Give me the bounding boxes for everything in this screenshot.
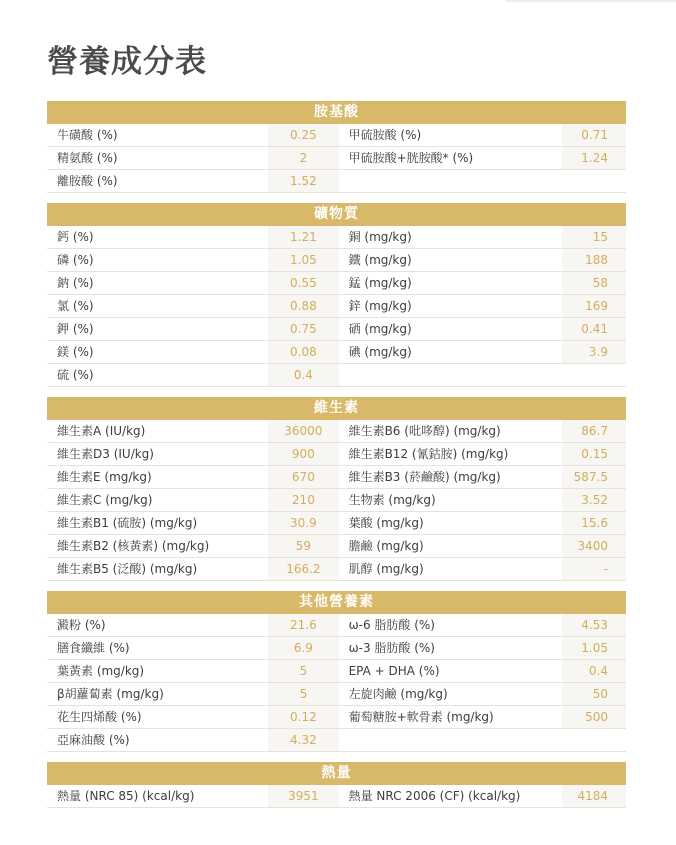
left-label: 熱量 (NRC 85) (kcal/kg) <box>57 789 195 803</box>
left-value: 21.6 <box>268 614 338 637</box>
left-value: 1.05 <box>268 249 338 272</box>
section-header: 礦物質 <box>47 203 626 226</box>
left-label: 鈉 (%) <box>57 276 94 290</box>
table-row <box>47 318 626 341</box>
left-label: 維生素C (mg/kg) <box>57 493 153 507</box>
right-value: 15.6 <box>562 512 626 535</box>
left-label: β胡蘿蔔素 (mg/kg) <box>57 687 164 701</box>
right-value: 587.5 <box>562 466 626 489</box>
right-value: 0.4 <box>562 660 626 683</box>
left-label: 維生素B2 (核黃素) (mg/kg) <box>57 539 210 553</box>
right-value: 4184 <box>562 785 626 808</box>
right-value: 169 <box>562 295 626 318</box>
left-label: 鎂 (%) <box>57 345 94 359</box>
left-label: 澱粉 (%) <box>57 618 106 632</box>
left-label: 牛磺酸 (%) <box>57 128 118 142</box>
table-row <box>47 443 626 466</box>
left-value: 1.21 <box>268 226 338 249</box>
right-label: 肌醇 (mg/kg) <box>348 562 424 576</box>
left-value: 0.88 <box>268 295 338 318</box>
top-divider <box>505 0 676 2</box>
table-row <box>47 660 626 683</box>
table-row <box>47 249 626 272</box>
left-label: 鈣 (%) <box>57 230 94 244</box>
table-row <box>47 637 626 660</box>
right-label: 葉酸 (mg/kg) <box>348 516 424 530</box>
table-row <box>47 489 626 512</box>
right-label: 硒 (mg/kg) <box>348 322 412 336</box>
table-row <box>47 512 626 535</box>
right-value <box>562 729 626 752</box>
table-row <box>47 785 626 808</box>
page-title: 營養成分表 <box>47 44 207 80</box>
right-value <box>562 364 626 387</box>
table-row <box>47 341 626 364</box>
section-header: 其他營養素 <box>47 591 626 614</box>
right-value: 1.24 <box>562 147 626 170</box>
right-label <box>339 364 562 387</box>
left-label: 離胺酸 (%) <box>57 174 118 188</box>
left-value: 900 <box>268 443 338 466</box>
right-label: 甲硫胺酸+胱胺酸* (%) <box>348 151 474 165</box>
right-value: 86.7 <box>562 420 626 443</box>
left-label: 精氨酸 (%) <box>57 151 118 165</box>
right-value: 0.71 <box>562 124 626 147</box>
right-label: 鋅 (mg/kg) <box>348 299 412 313</box>
right-label: 維生素B6 (吡哆醇) (mg/kg) <box>348 424 501 438</box>
left-value: 670 <box>268 466 338 489</box>
left-value: 1.52 <box>268 170 338 193</box>
right-value: 58 <box>562 272 626 295</box>
table-row <box>47 729 626 752</box>
left-value: 3951 <box>268 785 338 808</box>
left-label: 鉀 (%) <box>57 322 94 336</box>
table-row <box>47 466 626 489</box>
right-label: 維生素B3 (菸鹼酸) (mg/kg) <box>348 470 501 484</box>
right-label: 膽鹼 (mg/kg) <box>348 539 424 553</box>
right-value: 0.15 <box>562 443 626 466</box>
table-row <box>47 614 626 637</box>
table-row <box>47 147 626 170</box>
section-header: 熱量 <box>47 762 626 785</box>
left-value: 0.12 <box>268 706 338 729</box>
right-value: 15 <box>562 226 626 249</box>
right-value <box>562 170 626 193</box>
right-value: 188 <box>562 249 626 272</box>
table-row <box>47 295 626 318</box>
right-label <box>339 170 562 193</box>
right-value: 1.05 <box>562 637 626 660</box>
right-label: 錳 (mg/kg) <box>348 276 412 290</box>
left-label: 花生四烯酸 (%) <box>57 710 142 724</box>
right-label <box>339 729 562 752</box>
right-label: 甲硫胺酸 (%) <box>348 128 422 142</box>
right-value: 3400 <box>562 535 626 558</box>
left-value: 210 <box>268 489 338 512</box>
right-label: 鐵 (mg/kg) <box>348 253 412 267</box>
table-row <box>47 683 626 706</box>
left-value: 36000 <box>268 420 338 443</box>
left-label: 硫 (%) <box>57 368 94 382</box>
right-label: 銅 (mg/kg) <box>348 230 412 244</box>
left-value: 2 <box>268 147 338 170</box>
left-value: 4.32 <box>268 729 338 752</box>
left-value: 0.08 <box>268 341 338 364</box>
left-value: 0.75 <box>268 318 338 341</box>
left-label: 葉黃素 (mg/kg) <box>57 664 145 678</box>
section-energy <box>47 762 626 808</box>
right-label: 碘 (mg/kg) <box>348 345 412 359</box>
left-label: 膳食纖維 (%) <box>57 641 130 655</box>
right-label: 左旋肉鹼 (mg/kg) <box>348 687 448 701</box>
table-row <box>47 558 626 581</box>
left-label: 維生素A (IU/kg) <box>57 424 146 438</box>
left-label: 維生素B5 (泛酸) (mg/kg) <box>57 562 198 576</box>
section-amino <box>47 101 626 193</box>
section-minerals <box>47 203 626 387</box>
right-value: 500 <box>562 706 626 729</box>
section-header: 胺基酸 <box>47 101 626 124</box>
right-value: 0.41 <box>562 318 626 341</box>
right-label: EPA + DHA (%) <box>348 664 440 678</box>
table-row <box>47 364 626 387</box>
right-value: 50 <box>562 683 626 706</box>
right-label: 生物素 (mg/kg) <box>348 493 436 507</box>
left-value: 5 <box>268 660 338 683</box>
left-label: 維生素E (mg/kg) <box>57 470 152 484</box>
right-value: 3.9 <box>562 341 626 364</box>
left-value: 0.4 <box>268 364 338 387</box>
left-label: 磷 (%) <box>57 253 94 267</box>
right-value: 4.53 <box>562 614 626 637</box>
table-row <box>47 272 626 295</box>
table-row <box>47 706 626 729</box>
left-label: 亞麻油酸 (%) <box>57 733 130 747</box>
right-label: 熱量 NRC 2006 (CF) (kcal/kg) <box>348 789 521 803</box>
table-row <box>47 420 626 443</box>
right-label: 葡萄糖胺+軟骨素 (mg/kg) <box>348 710 494 724</box>
section-vitamins <box>47 397 626 581</box>
left-value: 0.25 <box>268 124 338 147</box>
section-others <box>47 591 626 752</box>
left-value: 30.9 <box>268 512 338 535</box>
right-label: ω-3 脂肪酸 (%) <box>348 641 435 655</box>
table-row <box>47 535 626 558</box>
left-value: 0.55 <box>268 272 338 295</box>
left-label: 氯 (%) <box>57 299 94 313</box>
table-row <box>47 226 626 249</box>
right-label: 維生素B12 (氰鈷胺) (mg/kg) <box>348 447 509 461</box>
left-label: 維生素B1 (硫胺) (mg/kg) <box>57 516 198 530</box>
left-value: 166.2 <box>268 558 338 581</box>
right-label: ω-6 脂肪酸 (%) <box>348 618 435 632</box>
table-row <box>47 124 626 147</box>
right-value: 3.52 <box>562 489 626 512</box>
left-label: 維生素D3 (IU/kg) <box>57 447 154 461</box>
left-value: 6.9 <box>268 637 338 660</box>
table-row <box>47 170 626 193</box>
section-header: 維生素 <box>47 397 626 420</box>
left-value: 59 <box>268 535 338 558</box>
right-value: - <box>562 558 626 581</box>
left-value: 5 <box>268 683 338 706</box>
